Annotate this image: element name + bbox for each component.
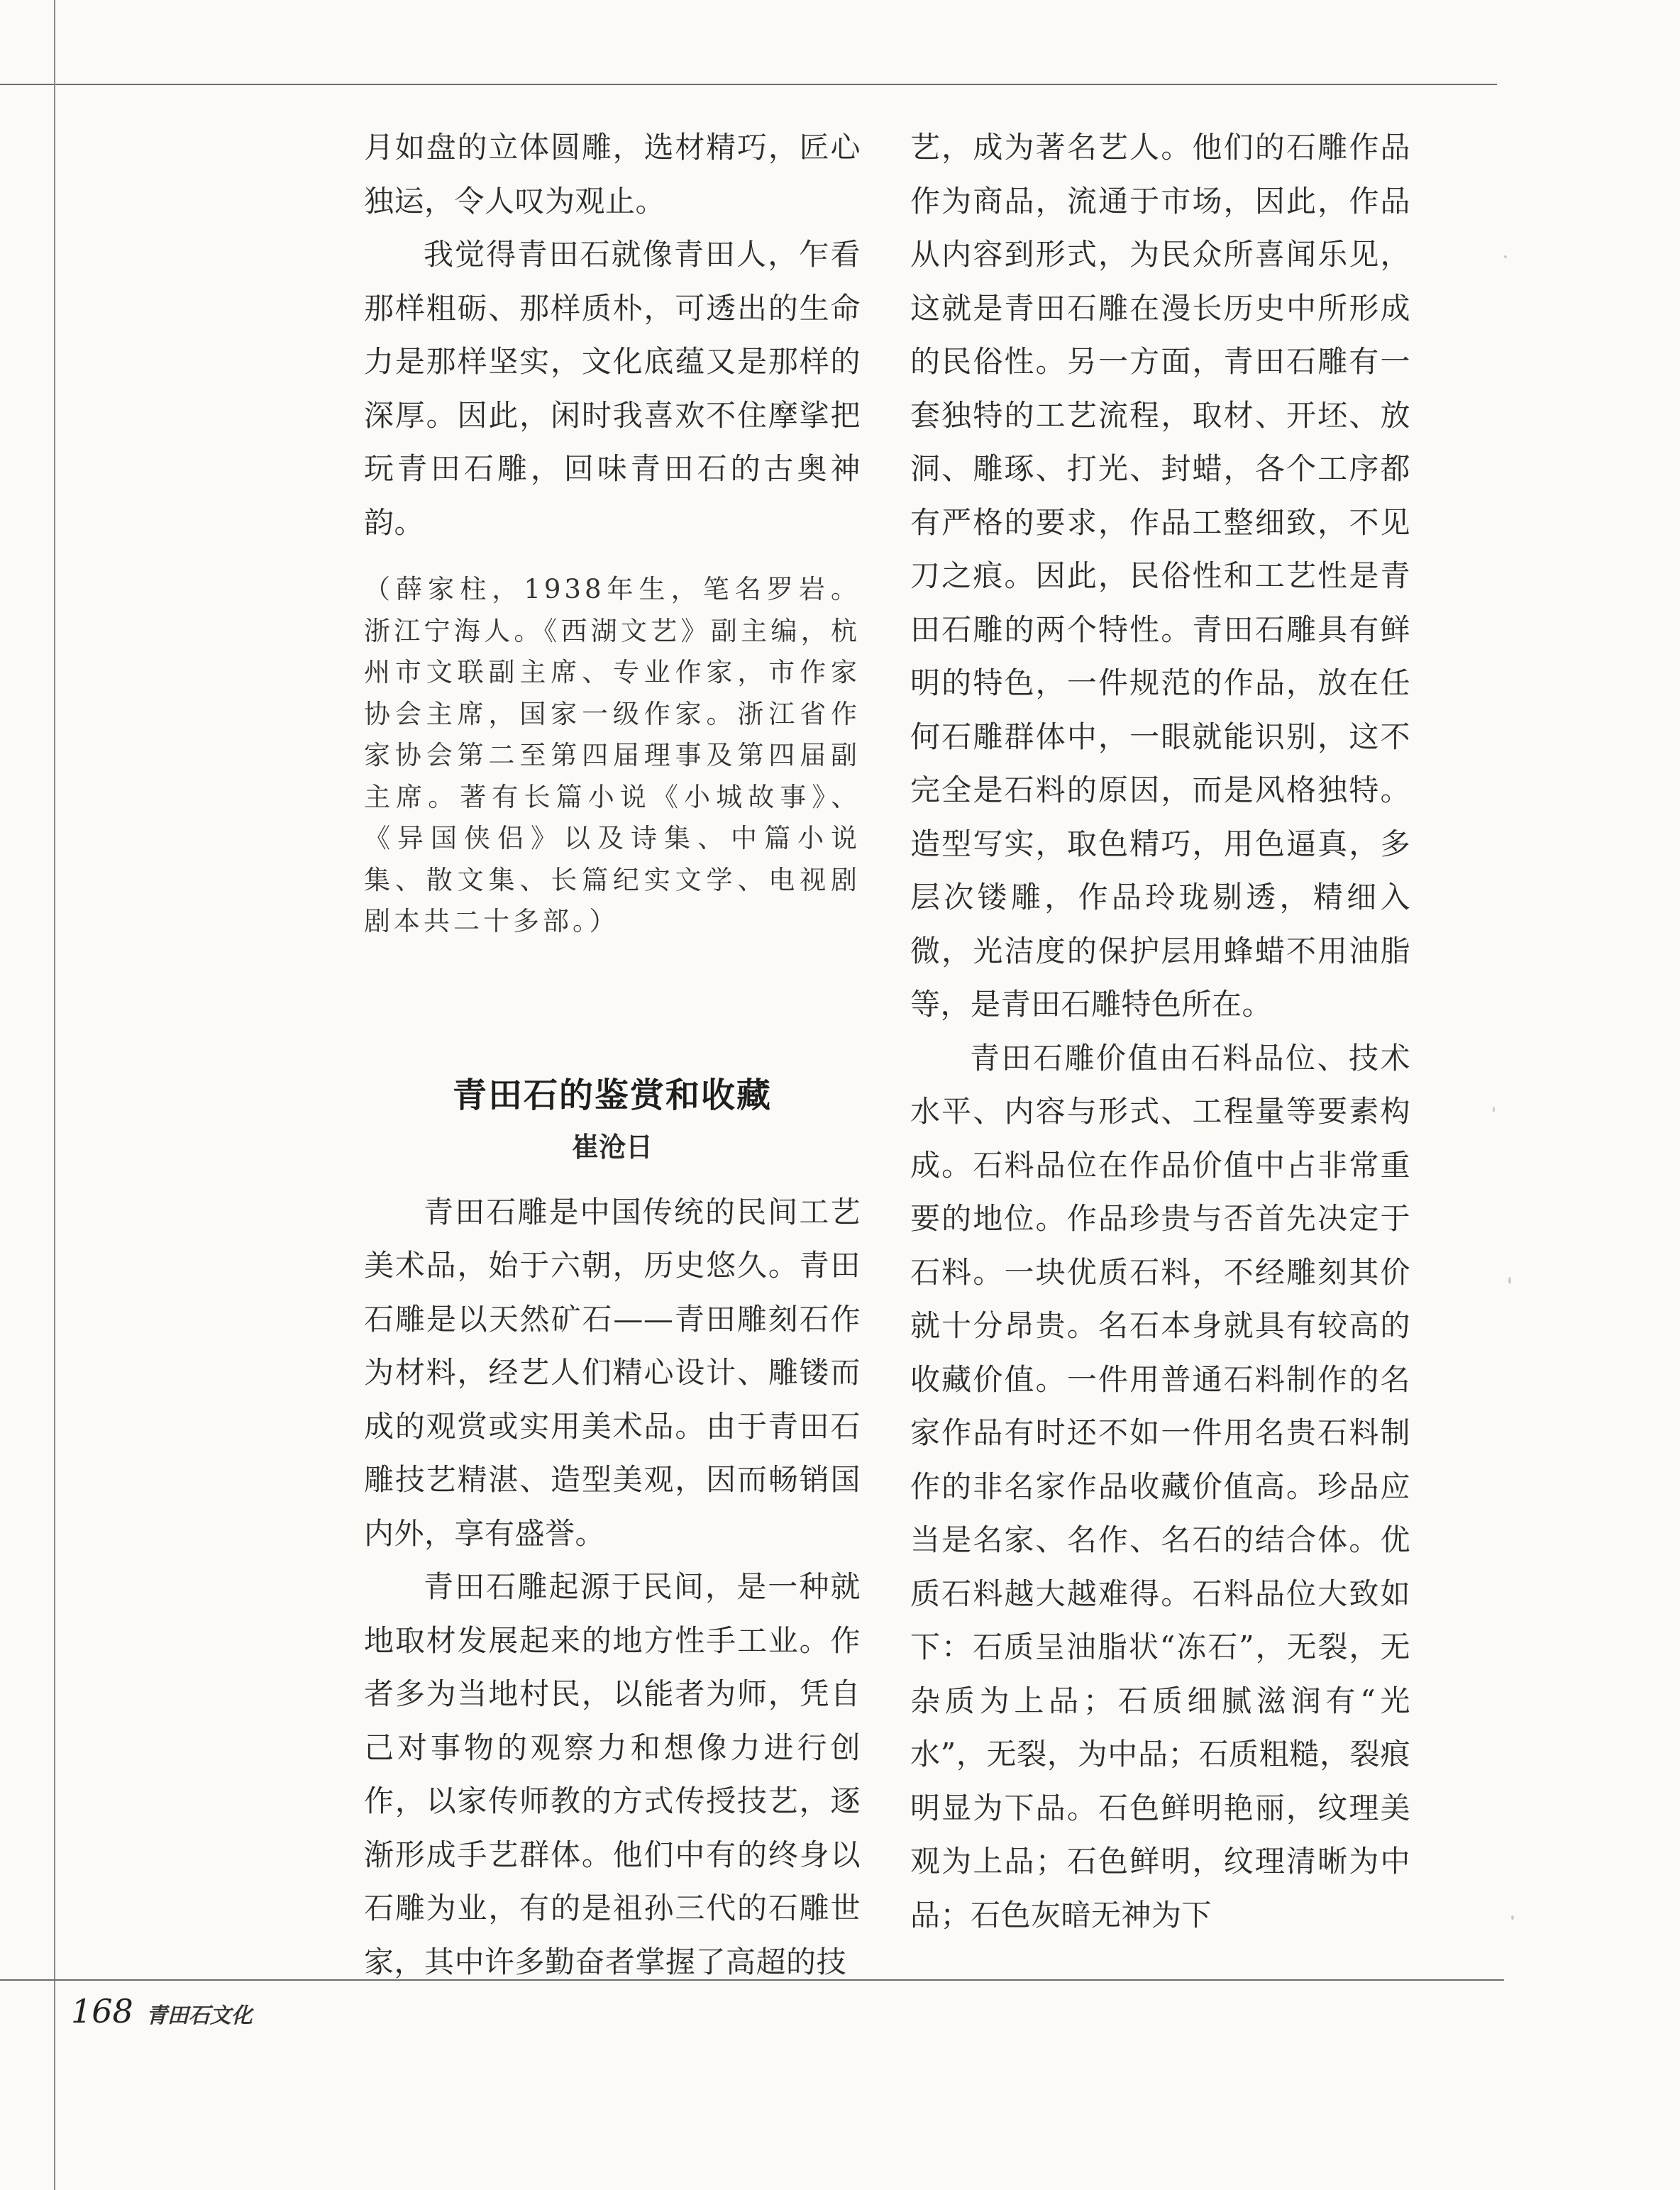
left-column xyxy=(364,121,861,1989)
scan-speck xyxy=(1511,1915,1514,1920)
left-continuation-paragraph: 月如盘的立体圆雕，选材精巧，匠心独运，令人叹为观止。 xyxy=(364,130,861,219)
page-footer xyxy=(71,1992,253,2030)
margin-rule xyxy=(54,0,55,2190)
scan-speck xyxy=(1508,1277,1511,1284)
article-author: 崔沧日 xyxy=(571,1131,653,1163)
right-continuation-paragraph: 艺，成为著名艺人。他们的石雕作品作为商品，流通于市场，因此，作品从内容到形式，为民众所喜闻乐见，这就是青田石雕在漫长历史中所形成的民俗性。另一方面，青田石雕有一套独特的工艺流程，取材、开坯、放洞、雕琢、打光、封蜡，各个工序都有严格的要求，作品工整细致，不见刀之痕。因此，民俗性和工艺性是青田石雕的两个特性。青田石雕具有鲜明的特色，一件规范的作品，放在任何石雕群体中，一眼就能识别，这不完全是石料的原因，而是风格独特。造型写实，取色精巧，用色逼真，多层次镂雕，作品玲珑剔透，精细入微，光洁度的保护层用蜂蜡不用油脂等，是青田石雕特色所在。 xyxy=(910,130,1410,1022)
author-bio-note: （薛家柱，1938年生，笔名罗岩。浙江宁海人。《西湖文艺》副主编，杭州市文联副主席、专业作家，市作家协会主席，国家一级作家。浙江省作家协会第二至第四届理事及第四届副主席。著有长篇小说《小城故事》、《异国侠侣》以及诗集、中篇小说集、散文集、长篇纪实文学、电视剧剧本共二十多部。） xyxy=(364,574,861,936)
page-number: 168 xyxy=(71,1992,133,2030)
publication-name: 青田石文化 xyxy=(145,2003,253,2028)
article-paragraph-1: 青田石雕是中国传统的民间工艺美术品，始于六朝，历史悠久。青田石雕是以天然矿石——青田雕刻石作为材料，经艺人们精心设计、雕镂而成的观赏或实用美术品。由于青田石雕技艺精湛、造型美观，因而畅销国内外，享有盛誉。 xyxy=(364,1194,861,1551)
left-paragraph-2: 我觉得青田石就像青田人，乍看那样粗砺、那样质朴，可透出的生命力是那样坚实，文化底蕴又是那样的深厚。因此，闲时我喜欢不住摩挲把玩青田石雕，回味青田石的古奥神韵。 xyxy=(364,237,861,540)
header-rule xyxy=(0,84,1497,85)
scan-speck xyxy=(1493,1107,1495,1112)
footer-rule xyxy=(0,1979,1504,1981)
right-paragraph-2: 青田石雕价值由石料品位、技术水平、内容与形式、工程量等要素构成。石料品位在作品价值中占非常重要的地位。作品珍贵与否首先决定于石料。一块优质石料，不经雕刻其价就十分昂贵。名石本身就具有较高的收藏价值。一件用普通石料制作的名家作品有时还不如一件用名贵石料制作的非名家作品收藏价值高。珍品应当是名家、名作、名石的结合体。优质石料越大越难得。石料品位大致如下：石质呈油脂状“冻石”，无裂，无杂质为上品；石质细腻滋润有“光水”，无裂，为中品；石质粗糙，裂痕明显为下品。石色鲜明艳丽，纹理美观为上品；石色鲜明，纹理清晰为中品；石色灰暗无神为下 xyxy=(910,1040,1410,1932)
article-paragraph-2: 青田石雕起源于民间，是一种就地取材发展起来的地方性手工业。作者多为当地村民，以能者为师，凭自己对事物的观察力和想像力进行创作，以家传师教的方式传授技艺，逐渐形成手艺群体。他们中有的终身以石雕为业，有的是祖孙三代的石雕世家，其中许多勤奋者掌握了高超的技 xyxy=(364,1569,861,1979)
scan-speck xyxy=(1504,255,1507,258)
article-title: 青田石的鉴赏和收藏 xyxy=(452,1075,772,1115)
right-column xyxy=(910,121,1410,1942)
